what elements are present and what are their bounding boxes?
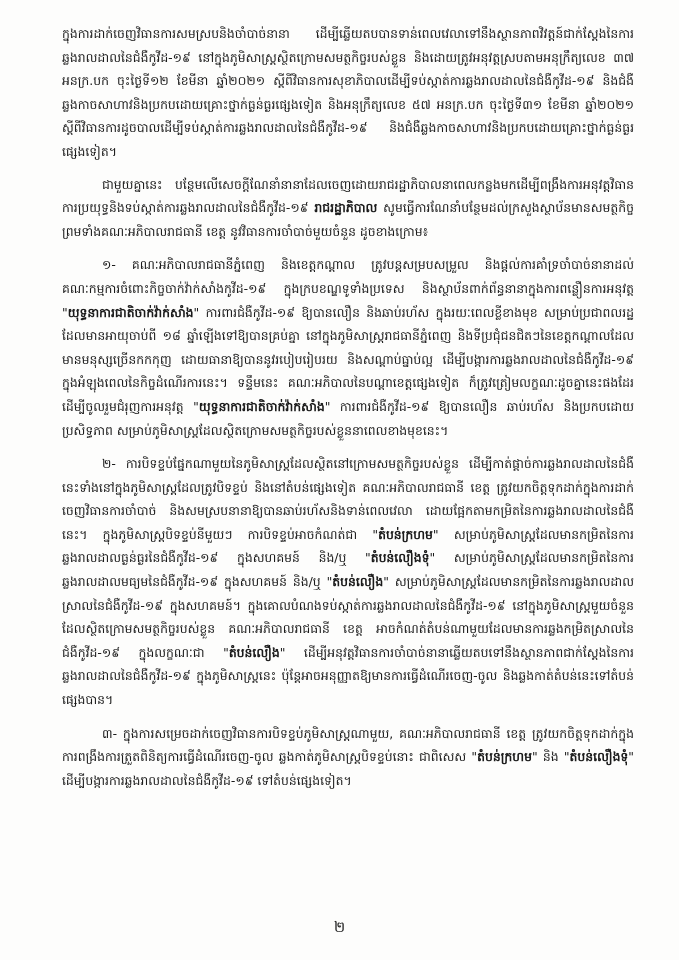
item-2-text-b: " សម្រាប់ភូមិសាស្ត្រដែលមានកម្រិតនៃការឆ្លងរាលដាលធ្ងន់ធ្ងរនៃជំងឺកូវីដ-១៩ ក្នុងសហគមន៍ និង/ឬ " bbox=[62, 526, 634, 566]
dark-yellow-zone-bold: តំបន់លឿងទុំ bbox=[370, 550, 430, 566]
paragraph-intro-text: ក្នុងការដាក់ចេញវិធានការសមស្របនិងចាំបាច់នានា ដើម្បីឆ្លើយតបបានទាន់ពេលវេលាទៅនឹងស្ថានភាពវិវត្តន៍ជាក់ស្តែងនៃការឆ្លងរាលដាលនៃជំងឺកូវីដ-១៩ នៅក្នុងភូមិសាស្ត្រស្ថិតក្រោមសមត្ថកិច្ចរបស់ខ្លួន និងដោយត្រូវអនុវត្តស្របតាមអនុក្រឹត្យលេខ ៣៧ អនក្រ.បក ចុះថ្ងៃទី១២ ខែមីនា ឆ្នាំ២០២១ ស្តីពីវិធានការសុខាភិបាលដើម្បីទប់ស្កាត់ការឆ្លងរាលដាលនៃជំងឺកូវីដ-១៩ និងជំងឺឆ្លងកាចសាហាវនិងប្រកបដោយគ្រោះថ្នាក់ធ្ងន់ធ្ងរផ្សេងទៀត និងអនុក្រឹត្យលេខ ៥៧ អនក្រ.បក ចុះថ្ងៃទី៣១ ខែមីនា ឆ្នាំ២០២១ ស្តីពីវិធានការដូចបាលដើម្បីទប់ស្កាត់ការឆ្លងរាលដាលនៃជំងឺកូវីដ-១៩ និងជំងឺឆ្លងកាចសាហាវនិងប្រកបដោយគ្រោះថ្នាក់ធ្ងន់ធ្ងរផ្សេងទៀត។ bbox=[62, 26, 634, 159]
vaccination-campaign-bold: យុទ្ធនាការជាតិចាក់វ៉ាក់សាំង bbox=[67, 304, 194, 320]
item-1-text-b: " ការពារជំងឺកូវីដ-១៩ ឱ្យបានលឿន និងឆាប់រហ័ស ក្នុងរយៈពេលខ្លីខាងមុខ សម្រាប់ប្រជាពលរដ្ឋដែលមានអាយុចាប់ពី ១៨ ឆ្នាំឡើងទៅឱ្យបានគ្រប់គ្នា នៅក្នុងភូមិសាស្ត្ររាជធានីភ្នំពេញ និងទីប្រជុំជនជិតៗនៃខេត្តកណ្តាលដែលមានមនុស្សច្រើនកកកុញ ដោយធានាឱ្យបាននូវរបៀបរៀបរយ និងសណ្តាប់ធ្នាប់ល្អ ដើម្បីបង្ការការឆ្លងរាលដាលនៃជំងឺកូវីដ-១៩ ក្នុងអំឡុងពេលនៃកិច្ចដំណើរការនេះ។ ទន្ទឹមនេះ គណៈអភិបាលនៃបណ្តាខេត្តផ្សេងទៀត ក៏ត្រូវត្រៀមលក្ខណៈដូចគ្នានេះផងដែរ ដើម្បីចូលរួមជំរុញការអនុវត្ត " bbox=[62, 304, 634, 414]
royal-government-bold: រាជរដ្ឋាភិបាល bbox=[314, 200, 378, 216]
item-3-text-c: " ដើម្បីបង្ការការឆ្លងរាលដាលនៃជំងឺកូវីដ-១៩ ទៅតំបន់ផ្សេងទៀត។ bbox=[62, 749, 634, 788]
paragraph-item-2 bbox=[62, 452, 634, 712]
guidance-text-after: សូមធ្វើការណែនាំបន្ថែមដល់ក្រសួងស្ថាប័នមានសមត្ថកិច្ច ព្រមទាំងគណៈអភិបាលរាជធានី ខេត្ត នូវវិធានការចាំបាច់មួយចំនួន ដូចខាងក្រោម៖ bbox=[62, 200, 634, 239]
item-2-text-c: " សម្រាប់ភូមិសាស្ត្រដែលមានកម្រិតនៃការឆ្លងរាលដាលមធ្យមនៃជំងឺកូវីដ-១៩ ក្នុងសហគមន៍ និង/ឬ " bbox=[62, 550, 634, 590]
item-3-text-b: " និង " bbox=[531, 749, 570, 765]
red-zone-bold-item-3: តំបន់ក្រហម bbox=[477, 749, 532, 765]
paragraph-intro bbox=[62, 22, 634, 164]
item-1-text-a: ១- គណៈអភិបាលរាជធានីភ្នំពេញ និងខេត្តកណ្តាល ត្រូវបន្តសម្របសម្រួល និងផ្តល់ការគាំទ្រចាំបាច់នានាដល់គណៈកម្មការចំពោះកិច្ចចាក់វ៉ាក់សាំងកូវីដ-១៩ ក្នុងក្របខណ្ឌទូទាំងប្រទេស និងស្ថាប័នពាក់ព័ន្ធនានាក្នុងការពន្លឿនការអនុវត្ត " bbox=[62, 257, 634, 320]
paragraph-government-guidance bbox=[62, 173, 634, 244]
item-2-text-a: ២- ការបិទខ្ទប់ផ្នែកណាមួយនៃភូមិសាស្ត្រដែលស្ថិតនៅក្រោមសមត្ថកិច្ចរបស់ខ្លួន ដើម្បីកាត់ផ្តាច់ការឆ្លងរាលដាលនៃជំងឺនេះទាំងនៅក្នុងភូមិសាស្ត្រដែលត្រូវបិទខ្ទប់ និងនៅតំបន់ផ្សេងទៀត គណៈអភិបាលរាជធានី ខេត្ត ត្រូវយកចិត្តទុកដាក់ក្នុងការដាក់ចេញវិធានការចាំបាច់ និងសមស្របនានាឱ្យបានឆាប់រហ័សនិងទាន់ពេលវេលា ដោយផ្អែកតាមកម្រិតនៃការឆ្លងរាលដាលនៃជំងឺនេះ។ ក្នុងភូមិសាស្ត្របិទខ្ទប់នីមួយៗ ការបិទខ្ទប់អាចកំណត់ជា " bbox=[62, 456, 634, 542]
page-number: ២ bbox=[333, 918, 346, 936]
red-zone-bold: តំបន់ក្រហម bbox=[378, 526, 433, 542]
yellow-zone-bold-2: តំបន់លឿង bbox=[228, 644, 280, 660]
paragraph-item-3 bbox=[62, 722, 634, 793]
item-1-text-c: " ការពារជំងឺកូវីដ-១៩ ឱ្យបានលឿន ឆាប់រហ័ស និងប្រកបដោយប្រសិទ្ធភាព សម្រាប់ភូមិសាស្ត្រដែលស្ថិតក្រោមសមត្ថកិច្ចរបស់ខ្លួននាពេលខាងមុខនេះ។ bbox=[62, 398, 634, 438]
dark-yellow-zone-bold-item-3: តំបន់លឿងទុំ bbox=[569, 749, 629, 765]
item-2-text-d: " សម្រាប់ភូមិសាស្ត្រដែលមានកម្រិតនៃការឆ្លងរាលដាលស្រាលនៃជំងឺកូវីដ-១៩ ក្នុងសហគមន៍។ ក្នុងគោលបំណងទប់ស្កាត់ការឆ្លងរាលដាលនៃជំងឺកូវីដ-១៩ នៅក្នុងភូមិសាស្ត្រមួយចំនួនដែលស្ថិតក្រោមសមត្ថកិច្ចរបស់ខ្លួន គណៈអភិបាលរាជធានី ខេត្ត អាចកំណត់តំបន់ណាមួយដែលមានការឆ្លងកម្រិតស្រាលនៃជំងឺកូវីដ-១៩ ក្នុងលក្ខណៈជា " bbox=[62, 574, 634, 660]
vaccination-campaign-bold-2: យុទ្ធនាការជាតិចាក់វ៉ាក់សាំង bbox=[198, 398, 325, 414]
item-3-text-a: ៣- ក្នុងការសម្រេចដាក់ចេញវិធានការបិទខ្ទប់ភូមិសាស្ត្រណាមួយ, គណៈអភិបាលរាជធានី ខេត្ត ត្រូវយកចិត្តទុកដាក់ក្នុងការពង្រឹងការត្រួតពិនិត្យការធ្វើដំណើរចេញ-ចូល ឆ្លងកាត់ភូមិសាស្ត្របិទខ្ទប់នោះ ជាពិសេស " bbox=[62, 725, 634, 765]
guidance-text-before: ជាមួយគ្នានេះ បន្ថែមលើសេចក្តីណែនាំនានាដែលចេញដោយរាជរដ្ឋាភិបាលនាពេលកន្លងមកដើម្បីពង្រឹងការអនុវត្តវិធានការប្រយុទ្ធនិងទប់ស្កាត់ការឆ្លងរាលដាលនៃជំងឺកូវីដ-១៩ bbox=[62, 176, 634, 216]
paragraph-item-1 bbox=[62, 253, 634, 442]
document-body bbox=[62, 22, 634, 802]
item-2-text-e: " ដើម្បីអនុវត្តវិធានការចាំបាច់នានាឆ្លើយតបទៅនឹងស្ថានភាពជាក់ស្តែងនៃការឆ្លងរាលដាលនៃជំងឺកូវីដ-១៩ ក្នុងភូមិសាស្ត្រនេះ ប៉ុន្តែអាចអនុញ្ញាតឱ្យមានការធ្វើដំណើរចេញ-ចូល និងឆ្លងកាត់តំបន់នេះទៅតំបន់ផ្សេងបាន។ bbox=[62, 644, 634, 708]
yellow-zone-bold: តំបន់លឿង bbox=[332, 574, 384, 590]
